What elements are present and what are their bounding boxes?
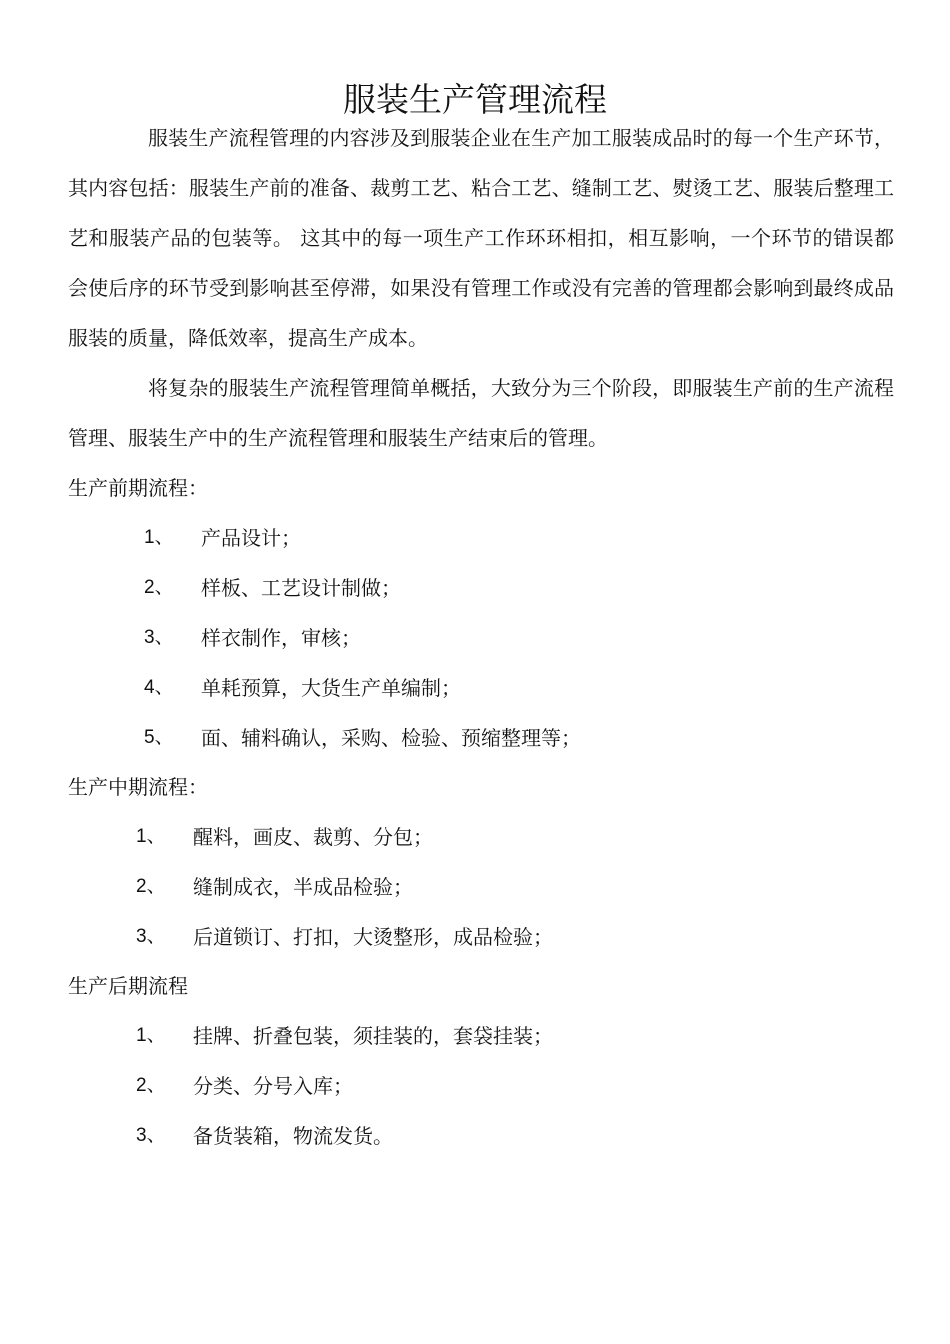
mid-production-list xyxy=(136,812,553,962)
list-item xyxy=(136,912,553,962)
list-item-text: 后道锁订、打扣，大烫整形，成品检验； xyxy=(193,925,553,949)
list-item-text: 样衣制作，审核； xyxy=(201,626,361,650)
list-item xyxy=(136,1061,553,1111)
list-item-number: 3、 xyxy=(136,926,166,947)
summary-paragraph: 将复杂的服装生产流程管理简单概括，大致分为三个阶段，即服装生产前的生产流程管理、服装生产中的生产流程管理和服装生产结束后的管理。 xyxy=(68,376,894,450)
list-item xyxy=(136,812,553,862)
list-item-number: 2、 xyxy=(136,1075,166,1096)
list-item-text: 挂牌、折叠包装，须挂装的，套袋挂装； xyxy=(193,1024,553,1048)
list-item xyxy=(144,613,581,663)
section-heading-post-production: 生产后期流程 xyxy=(68,974,188,998)
section-heading-pre-production: 生产前期流程： xyxy=(68,476,208,500)
list-item-text: 单耗预算，大货生产单编制； xyxy=(201,676,461,700)
list-item xyxy=(144,663,581,713)
list-item xyxy=(136,862,553,912)
list-item-number: 4、 xyxy=(144,677,174,698)
list-item xyxy=(136,1011,553,1061)
list-item xyxy=(144,513,581,563)
list-item-text: 面、辅料确认，采购、检验、预缩整理等； xyxy=(201,726,581,750)
list-item-number: 1、 xyxy=(144,527,174,548)
list-item-text: 备货装箱，物流发货。 xyxy=(193,1124,393,1148)
list-item-number: 2、 xyxy=(136,876,166,897)
section-heading-mid-production: 生产中期流程： xyxy=(68,775,208,799)
list-item-number: 5、 xyxy=(144,727,174,748)
list-item-number: 1、 xyxy=(136,826,166,847)
list-item xyxy=(136,1111,553,1161)
list-item-number: 2、 xyxy=(144,577,174,598)
intro-paragraph: 服装生产流程管理的内容涉及到服装企业在生产加工服装成品时的每一个生产环节，其内容包括：服装生产前的准备、裁剪工艺、粘合工艺、缝制工艺、熨烫工艺、服装后整理工艺和服装产品的包装等。 这其中的每一项生产工作环环相扣，相互影响，一个环节的错误都会使后序的环节受到影响甚至停滞，如果没有管理工作或没有完善的管理都会影响到最终成品服装的质量，降低效率，提高生产成本。 xyxy=(68,126,894,350)
list-item-number: 1、 xyxy=(136,1025,166,1046)
list-item xyxy=(144,713,581,763)
list-item-text: 样板、工艺设计制做； xyxy=(201,576,401,600)
list-item-text: 缝制成衣，半成品检验； xyxy=(193,875,413,899)
list-item-number: 3、 xyxy=(144,627,174,648)
list-item xyxy=(144,563,581,613)
document-title: 服装生产管理流程 xyxy=(343,80,607,120)
list-item-number: 3、 xyxy=(136,1125,166,1146)
list-item-text: 醒料，画皮、裁剪、分包； xyxy=(193,825,433,849)
pre-production-list xyxy=(144,513,581,763)
list-item-text: 分类、分号入库； xyxy=(193,1074,353,1098)
post-production-list xyxy=(136,1011,553,1161)
list-item-text: 产品设计； xyxy=(201,526,301,550)
